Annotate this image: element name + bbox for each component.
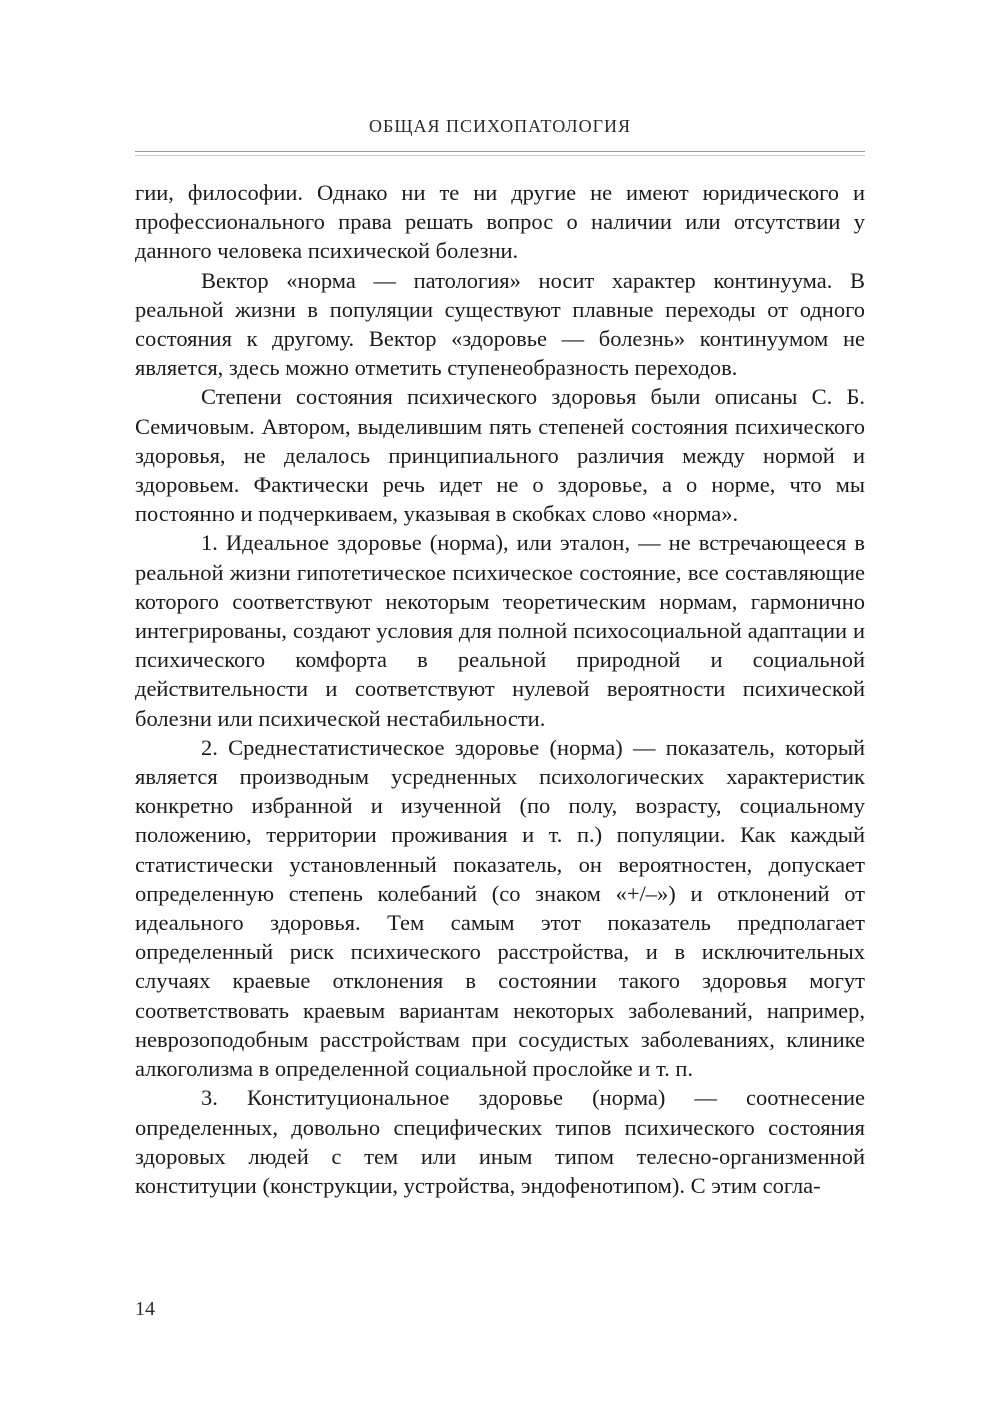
running-head-title: ОБЩАЯ ПСИХОПАТОЛОГИЯ	[369, 116, 631, 136]
paragraph-ideal-health: 1. Идеальное здоровье (норма), или эталон, — не встречающееся в реальной жизни гипотетическое психическое состояние, все составляющие которого соответствуют некоторым теоретическим нормам, гармонично интегрированы, создают условия для полной психосоциальной адаптации и психического комфорта в реальной природной и социальной действительности и соответствуют нулевой вероятности психической болезни или психической нестабильности.	[135, 530, 865, 731]
paragraph-health-degrees: Степени состояния психического здоровья были описаны С. Б. Семичовым. Автором, выделившим пять степеней состояния психического здоровья, не делалось принципиального различия между нормой и здоровьем. Фактически речь идет не о здоровье, а о норме, что мы постоянно и подчеркиваем, указывая в скобках слово «норма».	[135, 384, 865, 527]
paragraph-constitutional-health: 3. Конституциональное здоровье (норма) — соотнесение определенных, довольно специфических типов психического состояния здоровых людей с тем или иным типом телесно-организменной конституции (конструкции, устройства, эндофенотипом). С этим согла-	[135, 1085, 865, 1198]
paragraph-norm-pathology-vector: Вектор «норма — патология» носит характер континуума. В реальной жизни в популяции существуют плавные переходы от одного состояния к другому. Вектор «здоровье — болезнь» континуумом не является, здесь можно отметить ступенеобразность переходов.	[135, 267, 865, 381]
header-rule-secondary	[135, 155, 865, 156]
paragraph-average-health: 2. Среднестатистическое здоровье (норма) — показатель, который является производным усредненных психологических характеристик конкретно избранной и изученной (по полу, возрасту, социальному положению, территории проживания и т. п.) популяции. Как каждый статистически установленный показатель, он вероятностен, допускает определенную степень колебаний (со знаком «+/–») и отклонений от идеального здоровья. Тем самым этот показатель предполагает определенный риск психического расстройства, и в исключительных случаях краевые отклонения в состоянии такого здоровья могут соответствовать краевым вариантам некоторых заболеваний, например, неврозоподобным расстройствам при сосудистых заболеваниях, клинике алкоголизма в определенной социальной прослойке и т. п.	[135, 734, 865, 1082]
header-rule	[135, 151, 865, 152]
body-text	[135, 178, 865, 1200]
paragraph-continuation: гии, философии. Однако ни те ни другие не имеют юридического и профессионального права решать вопрос о наличии или отсутствии у данного человека психической болезни.	[135, 180, 865, 264]
page-number: 14	[135, 1298, 155, 1320]
